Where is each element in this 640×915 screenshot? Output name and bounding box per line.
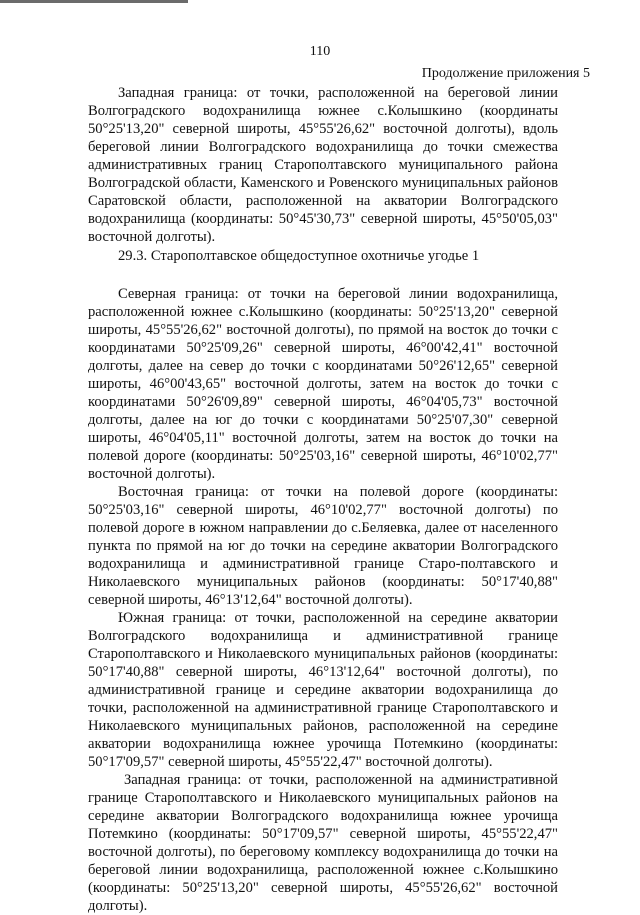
intro-text-block: [88, 84, 558, 246]
west-boundary-paragraph: Западная граница: от точки, расположенной на береговой линии Волгоградского водохранилища южнее с.Колышкино (координаты 50°25'13,20" северной широты, 45°55'26,62" восточной долготы), вдоль береговой линии Волгоградского водохранилища до точки смежества административных границ Старополтавского муниципального района Волгоградской области, Каменского и Ровенского муниципальных районов Саратовской области, расположенной на акватории Волгоградского водохранилища (координаты: 50°45'30,73" северной широты, 45°50'05,03" восточной долготы).: [88, 85, 558, 245]
north-boundary-paragraph: Северная граница: от точки на береговой линии водохранилища, расположенной южнее с.Колышкино (координаты: 50°25'13,20" северной широты, 45°55'26,62" восточной долготы), по прямой на восток до точки с координатами 50°25'09,26" северной широты, 46°00'42,41" восточной долготы, далее на север до точки с координатами 50°26'12,65" северной широты, 46°00'43,65" восточной долготы, затем на восток до точки с координатами 50°26'09,89" северной широты, 46°04'05,73" восточной долготы, далее на юг до точки с координатами 50°25'07,30" северной широты, 46°04'05,11" восточной долготы, затем на восток до точки на полевой дороге (координаты: 50°25'03,16" северной широты, 46°10'02,77" восточной долготы).: [88, 286, 558, 482]
section-heading: 29.3. Старополтавское общедоступное охотничье угодье 1: [118, 248, 480, 264]
east-boundary-paragraph: Восточная граница: от точки на полевой дороге (координаты: 50°25'03,16" северной широты, 46°10'02,77" восточной долготы) по полевой дороге в южном направлении до с.Беляевка, далее от населенного пункта по прямой на юг до точки на середине акватории Волгоградского водохранилища и административной границе Старо-полтавского и Николаевского муниципальных районов (координаты: 50°17'40,88" северной широты, 46°13'12,64" восточной долготы).: [88, 484, 558, 608]
continuation-note: Продолжение приложения 5: [421, 66, 590, 81]
section-text-block: [88, 285, 558, 915]
south-boundary-paragraph: Южная граница: от точки, расположенной на середине акватории Волгоградского водохранилища и административной границе Старополтавского и Николаевского муниципальных районов (координаты: 50°17'40,88" северной широты, 46°13'12,64" восточной долготы), по административной границе и середине акватории водохранилища до точки, расположенной на административной границе Старополтавского и Николаевского муниципальных районов, расположенной на середине акватории водохранилища южнее урочища Потемкино (координаты: 50°17'09,57" северной широты, 45°55'22,47" восточной долготы).: [88, 610, 558, 770]
scan-edge-line: [0, 0, 188, 3]
page-number: 110: [309, 44, 331, 59]
west-boundary-paragraph: Западная граница: от точки, расположенной на административной границе Старополтавского и Николаевского муниципальных районов на середине акватории Волгоградского водохранилища южнее урочища Потемкино (координаты: 50°17'09,57" северной широты, 45°55'22,47" восточной долготы), по береговому комплексу водохранилища до точки на береговой линии водохранилища, расположенной южнее с.Колышкино (координаты: 50°25'13,20" северной широты, 45°55'26,62" восточной долготы).: [88, 772, 558, 914]
